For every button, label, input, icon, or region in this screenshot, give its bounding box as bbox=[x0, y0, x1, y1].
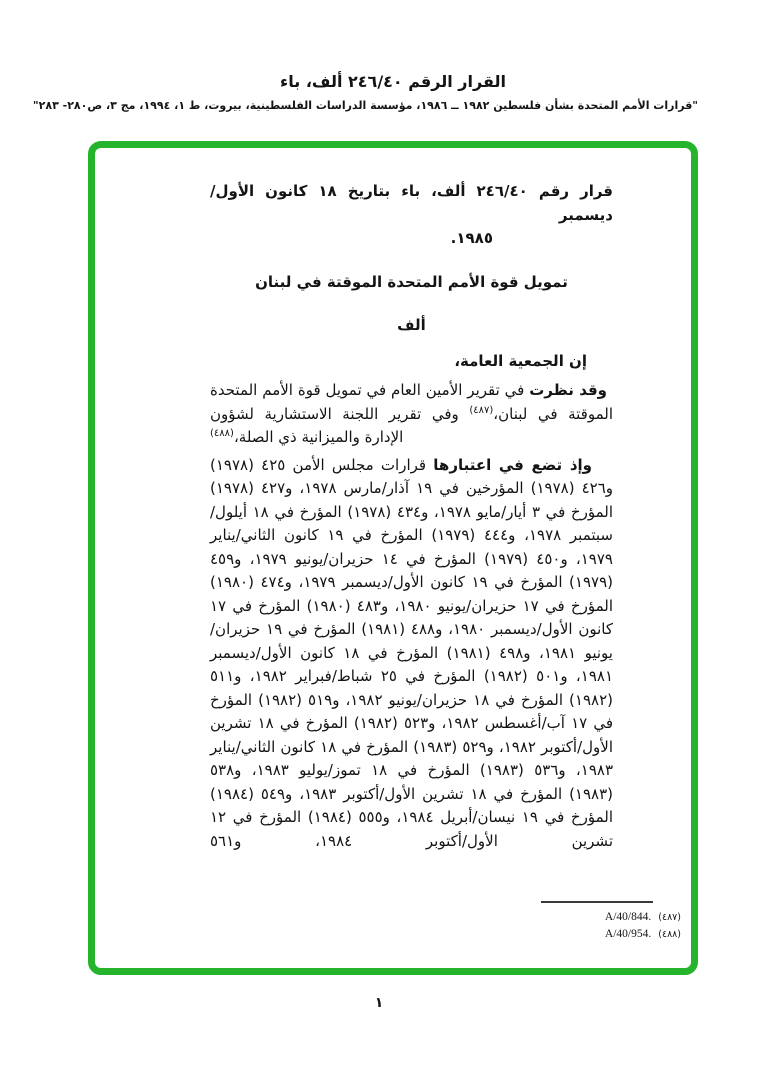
footnote-488 bbox=[531, 926, 681, 943]
source-citation-line: "قرارات الأمم المتحدة بشأن فلسطين ١٩٨٢ ــ ١٩٨٦، مؤسسة الدراسات الفلسطينية، بيروت، ط ١، ١٩٩٤، مج ٣، ص٢٨٠- ٢٨٣" bbox=[32, 99, 698, 112]
opening-line: إن الجمعية العامة، bbox=[454, 351, 587, 370]
footnote-487-marker: (٤٨٧) bbox=[658, 912, 681, 923]
resolution-heading-line1: قرار رقم ٢٤٦/٤٠ ألف، باء بتاريخ ١٨ كانون الأول/ديسمبر bbox=[210, 182, 613, 224]
footnote-488-text: A/40/954. bbox=[604, 927, 652, 940]
resolution-heading bbox=[210, 180, 613, 251]
section-label-alif: ألف bbox=[397, 316, 426, 334]
paragraph-having-considered: وقد نظرت في تقرير الأمين العام في تمويل قوة الأمم المتحدة الموقتة في لبنان،$^{(٤٨٧)}$ وفي تقرير اللجنة الاستشارية لشؤون الإدارة والميزانية ذي الصلة،$^{(٤٨٨)}$ bbox=[210, 381, 613, 446]
page-number: ١ bbox=[374, 995, 384, 1011]
paragraph-bearing-in-mind: وإذ تضع في اعتبارها قرارات مجلس الأمن ٤٢٥ (١٩٧٨) و٤٢٦ (١٩٧٨) المؤرخين في ١٩ آذار/مارس ١٩٧٨، و٤٢٧ (١٩٧٨) المؤرخ في ٣ أيار/مايو ١٩٧٨، و٤٣٤ (١٩٧٨) المؤرخ في ١٨ أيلول/سبتمبر ١٩٧٨، و٤٤٤ (١٩٧٩) المؤرخ في ١٩ كانون الثاني/يناير ١٩٧٩، و٤٥٠ (١٩٧٩) المؤرخ في ١٤ حزيران/يونيو ١٩٧٩، و٤٥٩ (١٩٧٩) المؤرخ في ١٩ كانون الأول/ديسمبر ١٩٧٩، و٤٧٤ (١٩٨٠) المؤرخ في ١٧ حزيران/يونيو ١٩٨٠، و٤٨٣ (١٩٨٠) المؤرخ في ١٧ كانون الأول/ديسمبر ١٩٨٠، و٤٨٨ (١٩٨١) المؤرخ في ١٩ حزيران/يونيو ١٩٨١، و٤٩٨ (١٩٨١) المؤرخ في ١٨ كانون الأول/ديسمبر ١٩٨١، و٥٠١ (١٩٨٢) المؤرخ في ٢٥ شباط/فبراير ١٩٨٢، و٥١١ (١٩٨٢) المؤرخ في ١٨ حزيران/يونيو ١٩٨٢، و٥١٩ (١٩٨٢) المؤرخ في ١٧ آب/أغسطس ١٩٨٢، و٥٢٣ (١٩٨٢) المؤرخ في ١٨ تشرين الأول/أكتوبر ١٩٨٢، و٥٢٩ (١٩٨٣) المؤرخ في ١٨ كانون الثاني/يناير ١٩٨٣، و٥٣٦ (١٩٨٣) المؤرخ في ١٨ تموز/يوليو ١٩٨٣، و٥٣٨ (١٩٨٣) المؤرخ في ١٨ تشرين الأول/أكتوبر ١٩٨٣، و٥٤٩ (١٩٨٤) المؤرخ في ١٩ نيسان/أبريل ١٩٨٤، و٥٥٥ (١٩٨٤) المؤرخ في ١٢ تشرين الأول/أكتوبر ١٩٨٤، و٥٦١ bbox=[210, 455, 614, 850]
resolution-text-column bbox=[210, 148, 613, 853]
document-header bbox=[32, 72, 698, 112]
document-frame bbox=[88, 141, 698, 975]
footnotes-block bbox=[531, 901, 681, 942]
footnote-separator bbox=[541, 901, 653, 903]
footnote-488-marker: (٤٨٨) bbox=[658, 928, 681, 940]
footnote-487 bbox=[531, 909, 681, 926]
resolution-heading-date: ١٩٨٥. bbox=[450, 229, 493, 247]
footnote-487-text: A/40/844. bbox=[604, 911, 652, 923]
page-title: القرار الرقم ٢٤٦/٤٠ ألف، باء bbox=[280, 72, 506, 91]
resolution-subject: تمويل قوة الأمم المتحدة الموقتة في لبنان bbox=[255, 272, 568, 291]
